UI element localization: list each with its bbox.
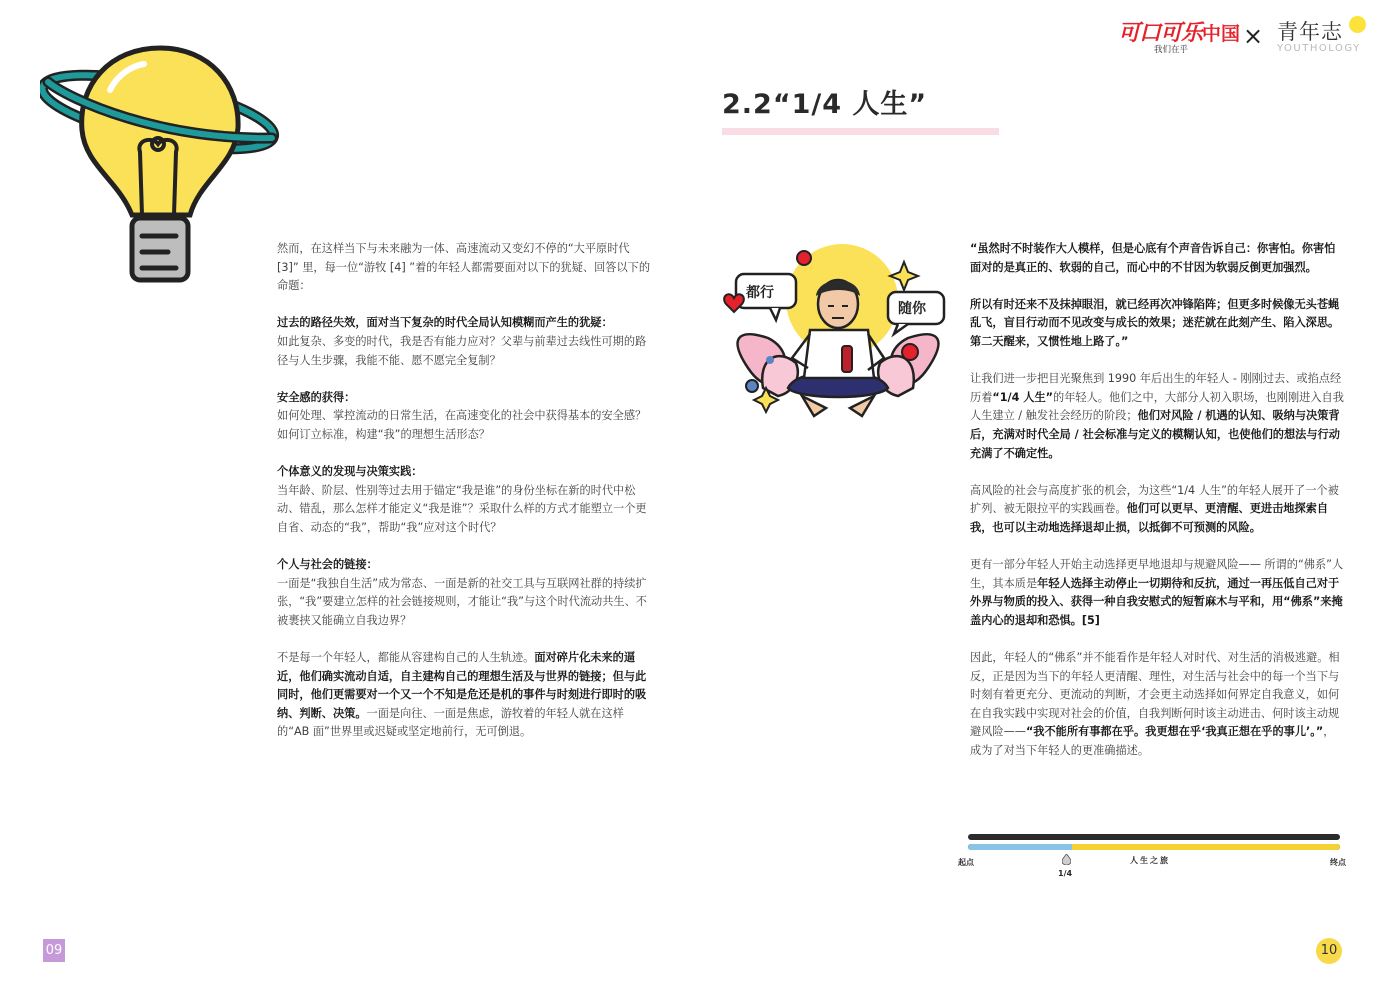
section-body: 如何处理、掌控流动的日常生活，在高速变化的社会中获得基本的安全感？如何订立标准，构建“我”的理想生活形态？ [277,409,647,441]
section-title: 个人与社会的链接： [277,558,378,572]
journey-yellow-segment [1072,844,1340,850]
body-text: 让我们进一步把目光聚焦到 1990 年后出生的年轻人 - 刚刚过去、或掐点经历着 [970,372,1342,404]
section-past-paths [277,314,651,370]
youthology-sub: YOUTHOLOGY [1277,43,1361,54]
body-paragraph [970,556,1345,630]
journey-quarter-label: 1/4 [1058,869,1073,878]
heading-underline [722,128,999,135]
meditating-person-icon [718,238,958,428]
coca-cola-china-logo [1118,16,1241,55]
page-number-left: 09 [43,939,65,962]
intro-paragraph: 然而，在这样当下与未来融为一体、高速流动又变幻不停的“大平原时代 [3]” 里，每一位“游牧 [4] ”着的年轻人都需要面对以下的犹疑、回答以下的命题： [277,242,651,293]
journey-blue-segment [968,844,1072,850]
section-heading: 2.2“1/4 人生” [722,89,928,120]
closing-emphasis: 面对碎片化未来的逼近，他们确实流动自适，自主建构自己的理想生活及与世界的链接；但与此同时，他们更需要对一个又一个不知是危还是机的事件与时刻进行即时的吸纳、判断、决策。 [277,651,647,720]
section-body: 当年龄、阶层、性别等过去用于锚定“我是谁”的身份坐标在新的时代中松动、错乱，那么怎样才能定义“我是谁”？采取什么样的方式才能塑立一个更自省、动态的“我”，帮助“我”应对这个时代？ [277,483,647,534]
quote-paragraph [970,296,1345,352]
section-title: 过去的路径失效，面对当下复杂的时代全局认知模糊而产生的犹疑： [277,316,613,330]
body-emphasis: “1/4 人生” [992,390,1054,404]
closing-text: 不是每一个年轻人，都能从容建构自己的人生轨迹。 [277,651,535,665]
life-journey-bar [958,830,1350,880]
body-paragraph [970,482,1345,538]
body-emphasis: “我不能所有事都在乎。我更想在乎‘我真正想在乎的事儿’。” [1025,725,1324,739]
speech-bubble-right: 随你 [898,301,926,317]
logo-dot-icon [1349,16,1366,33]
section-meaning [277,463,651,537]
right-text-column [970,240,1345,779]
speech-bubble-left: 都行 [746,285,774,301]
body-text: 因此，年轻人的“佛系”并不能看作是年轻人对时代、对生活的消极逃避。相反，正是因为当下的年轻人更清醒、理性，对生活与社会中的每一个当下与时刻有着更充分、更流动的判断，才会更主动选择如何界定自我意义，如何在自我实践中实现对社会的价值，自我判断何时该主动进击、何时该主动规避风险—— [970,651,1340,739]
collab-separator: × [1243,22,1264,50]
body-text: 高风险的社会与高度扩张的机会，为这些“1/4 人生”的年轻人展开了一个被扩列、被无限拉平的实践画卷。 [970,483,1339,516]
journey-start-label: 起点 [958,858,974,867]
body-text: 更有一部分年轻人开始主动选择更早地退却与规避风险—— 所谓的“佛系”人生，其本质是 [970,558,1344,590]
youthology-logo: 青年志 [1277,20,1343,44]
body-paragraph [970,649,1345,761]
closing-text: 一面是向往、一面是焦虑，游牧着的年轻人就在这样的“AB 面”世界里或迟疑或坚定地前行，无可倒退。 [277,706,624,739]
section-title: 个体意义的发现与决策实践： [277,465,423,479]
left-text-column [277,240,651,761]
section-body: 一面是“我独自生活”成为常态、一面是新的社交工具与互联网社群的持续扩张，“我”要建立怎样的社会链接规则，才能让“我”与这个时代流动共生、不被裹挟又能确立自我边界？ [277,576,647,627]
journey-end-label: 终点 [1330,858,1346,867]
quarter-marker-icon [1062,854,1071,865]
body-emphasis: 年轻人选择主动停止一切期待和反抗，通过一再压低自己对于外界与物质的投入、获得一种自我安慰式的短暂麻木与平和，用“佛系”来掩盖内心的退却和恐惧。[5] [970,576,1343,627]
quote-text: “虽然时不时装作大人模样，但是心底有个声音告诉自己：你害怕。你害怕面对的是真正的、软弱的自己，而心中的不甘因为软弱反倒更加强烈。 [970,242,1336,274]
lightbulb-icon [40,40,280,290]
quote-text: 所以有时还来不及抹掉眼泪，就已经再次冲锋陷阵；但更多时候像无头苍蝇乱飞，盲目行动而不见改变与成长的效果；迷茫就在此刻产生、陷入深思。第二天醒来，又惯性地上路了。” [970,297,1340,348]
body-emphasis: 他们可以更早、更清醒、更进击地探索自我，也可以主动地选择退却止损，以抵御不可预测的风险。 [970,502,1329,534]
lightbulb-planet-illustration [40,40,280,290]
quote-paragraph [970,240,1345,277]
section-body: 如此复杂、多变的时代，我是否有能力应对？父辈与前辈过去线性可期的路径与人生步骤，我能不能、愿不愿完全复制？ [277,334,647,367]
body-emphasis: 他们对风险 / 机遇的认知、吸纳与决策背后，充满对时代全局 / 社会标准与定义的模糊认知，也使他们的想法与行动充满了不确定性。 [970,409,1340,460]
journey-middle-label: 人生之旅 [1130,856,1170,865]
coke-script: 可口可乐 [1118,20,1203,46]
coke-tagline: 我们在乎 [1154,45,1189,55]
coke-cn: 中国 [1202,23,1241,45]
meditating-youth-illustration [718,238,958,428]
body-text: ，成为了对当下年轻人的更准确描述。 [970,725,1335,758]
journey-line-top [968,834,1340,840]
body-text: 的年轻人。他们之中，大部分人初入职场，也刚刚进入自我人生建立 / 触发社会经历的阶段； [970,390,1344,423]
body-paragraph [970,370,1345,463]
section-security [277,389,651,445]
journey-progress-line [968,844,1340,850]
closing-paragraph [277,649,651,742]
section-title: 安全感的获得： [277,390,356,404]
section-society-link [277,556,651,630]
page-number-right: 10 [1316,938,1342,964]
